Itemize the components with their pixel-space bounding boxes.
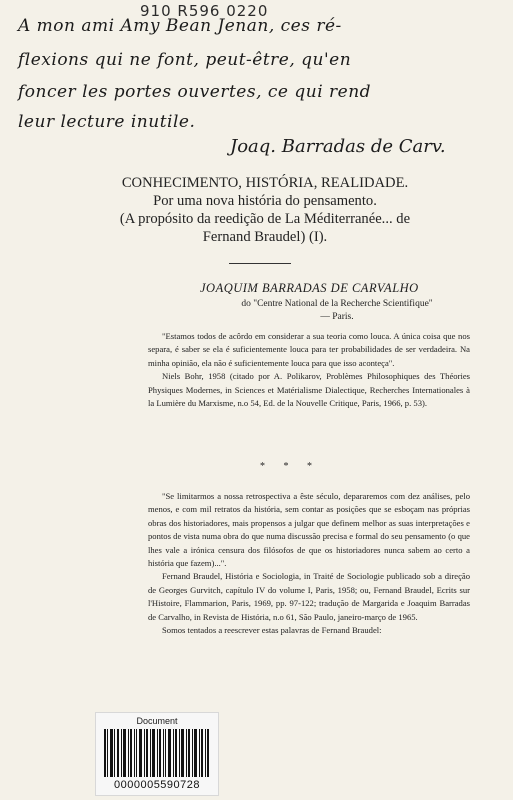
title-line-1: CONHECIMENTO, HISTÓRIA, REALIDADE. [121,175,409,191]
title-line-2: Por uma nova história do pensamento. [153,193,377,209]
dedication-line-1: A mon ami Amy Bean Jenan, ces ré- [18,16,342,36]
dedication-line-2: flexions qui ne font, peut-être, qu'en [18,50,352,70]
braudel-citation: Fernand Braudel, História e Sociologia, in Traité de Sociologie publicado sob a direção de Georges Gurvitch, capítulo IV do volume I, Paris, 1958; ou, Fernand Braudel, Ecrits sur l'Histoire, Flammarion, Paris, 1969, pp. 97-122; tradução de Margarida e Joaquim Barradas de Carvalho, in Revista de História, n.o 61, São Paulo, janeiro-março de 1965. [148,571,470,622]
title-line-4: Fernand Braudel) (I). [202,229,328,245]
section-separator: * * * [260,461,320,472]
affiliation-line-2: — Paris. [320,312,354,322]
braudel-quote: "Se limitarmos a nossa retrospectiva a êste século, depararemos com dez análises, pelo menos, e com mil retratos da história, sem contar as posições que se esboçam nas próprias obras dos historiadores, mais propensos a julgar que definem melhor as suas interpretações e pontos de vista numa obra do que numa discussão precisa e formal do seu pensamento (o que lhes vale a irónica censura dos filósofos de que os historiadores nunca sabem ao certo a história que fazem)...". [148,491,470,569]
closing-paragraph: Somos tentados a reescrever estas palavras de Fernand Braudel: [162,625,382,636]
barcode-icon [104,729,210,777]
dedication-line-3: foncer les portes ouvertes, ce qui rend [18,82,372,102]
sticker-label: Document [136,716,178,726]
epigraph-citation: Niels Bohr, 1958 (citado por A. Polikarov, Problèmes Philosophiques des Théories Physiques Modernes, in Sciences et Matérialisme Dialectique, Recherches Internationales à la Lumière du Marxisme, n.o 54, Ed. de la Nouvelle Critique, Paris, 1966, p. 53). [148,371,470,409]
epigraph-quote: "Estamos todos de acôrdo em considerar a sua teoria como louca. A única coisa que nos separa, é saber se ela é suficientemente louca para ter probabilidades de ser verdadeira. Na minha opinião, ela não é suficientemente louca para que isso aconteça". [148,331,470,368]
dedication-line-4: leur lecture inutile. [18,112,196,132]
title-line-3: (A propósito da reedição de La Méditerranée... de [119,211,411,227]
handwritten-dedication [0,0,513,165]
epigraph-2 [148,490,470,637]
author-name: JOAQUIM BARRADAS DE CARVALHO [200,281,419,295]
affiliation-line-1: do "Centre National de la Recherche Scientifique" [241,299,433,309]
archive-number: 910 R596 0220 [140,2,269,20]
epigraph-1 [148,330,470,410]
barcode-sticker [95,712,219,796]
article-title [40,174,490,246]
author-affiliation [207,298,467,324]
title-divider [229,263,291,264]
signature: Joaq. Barradas de Carv. [230,136,446,157]
barcode-number: 0000005590728 [113,779,201,791]
